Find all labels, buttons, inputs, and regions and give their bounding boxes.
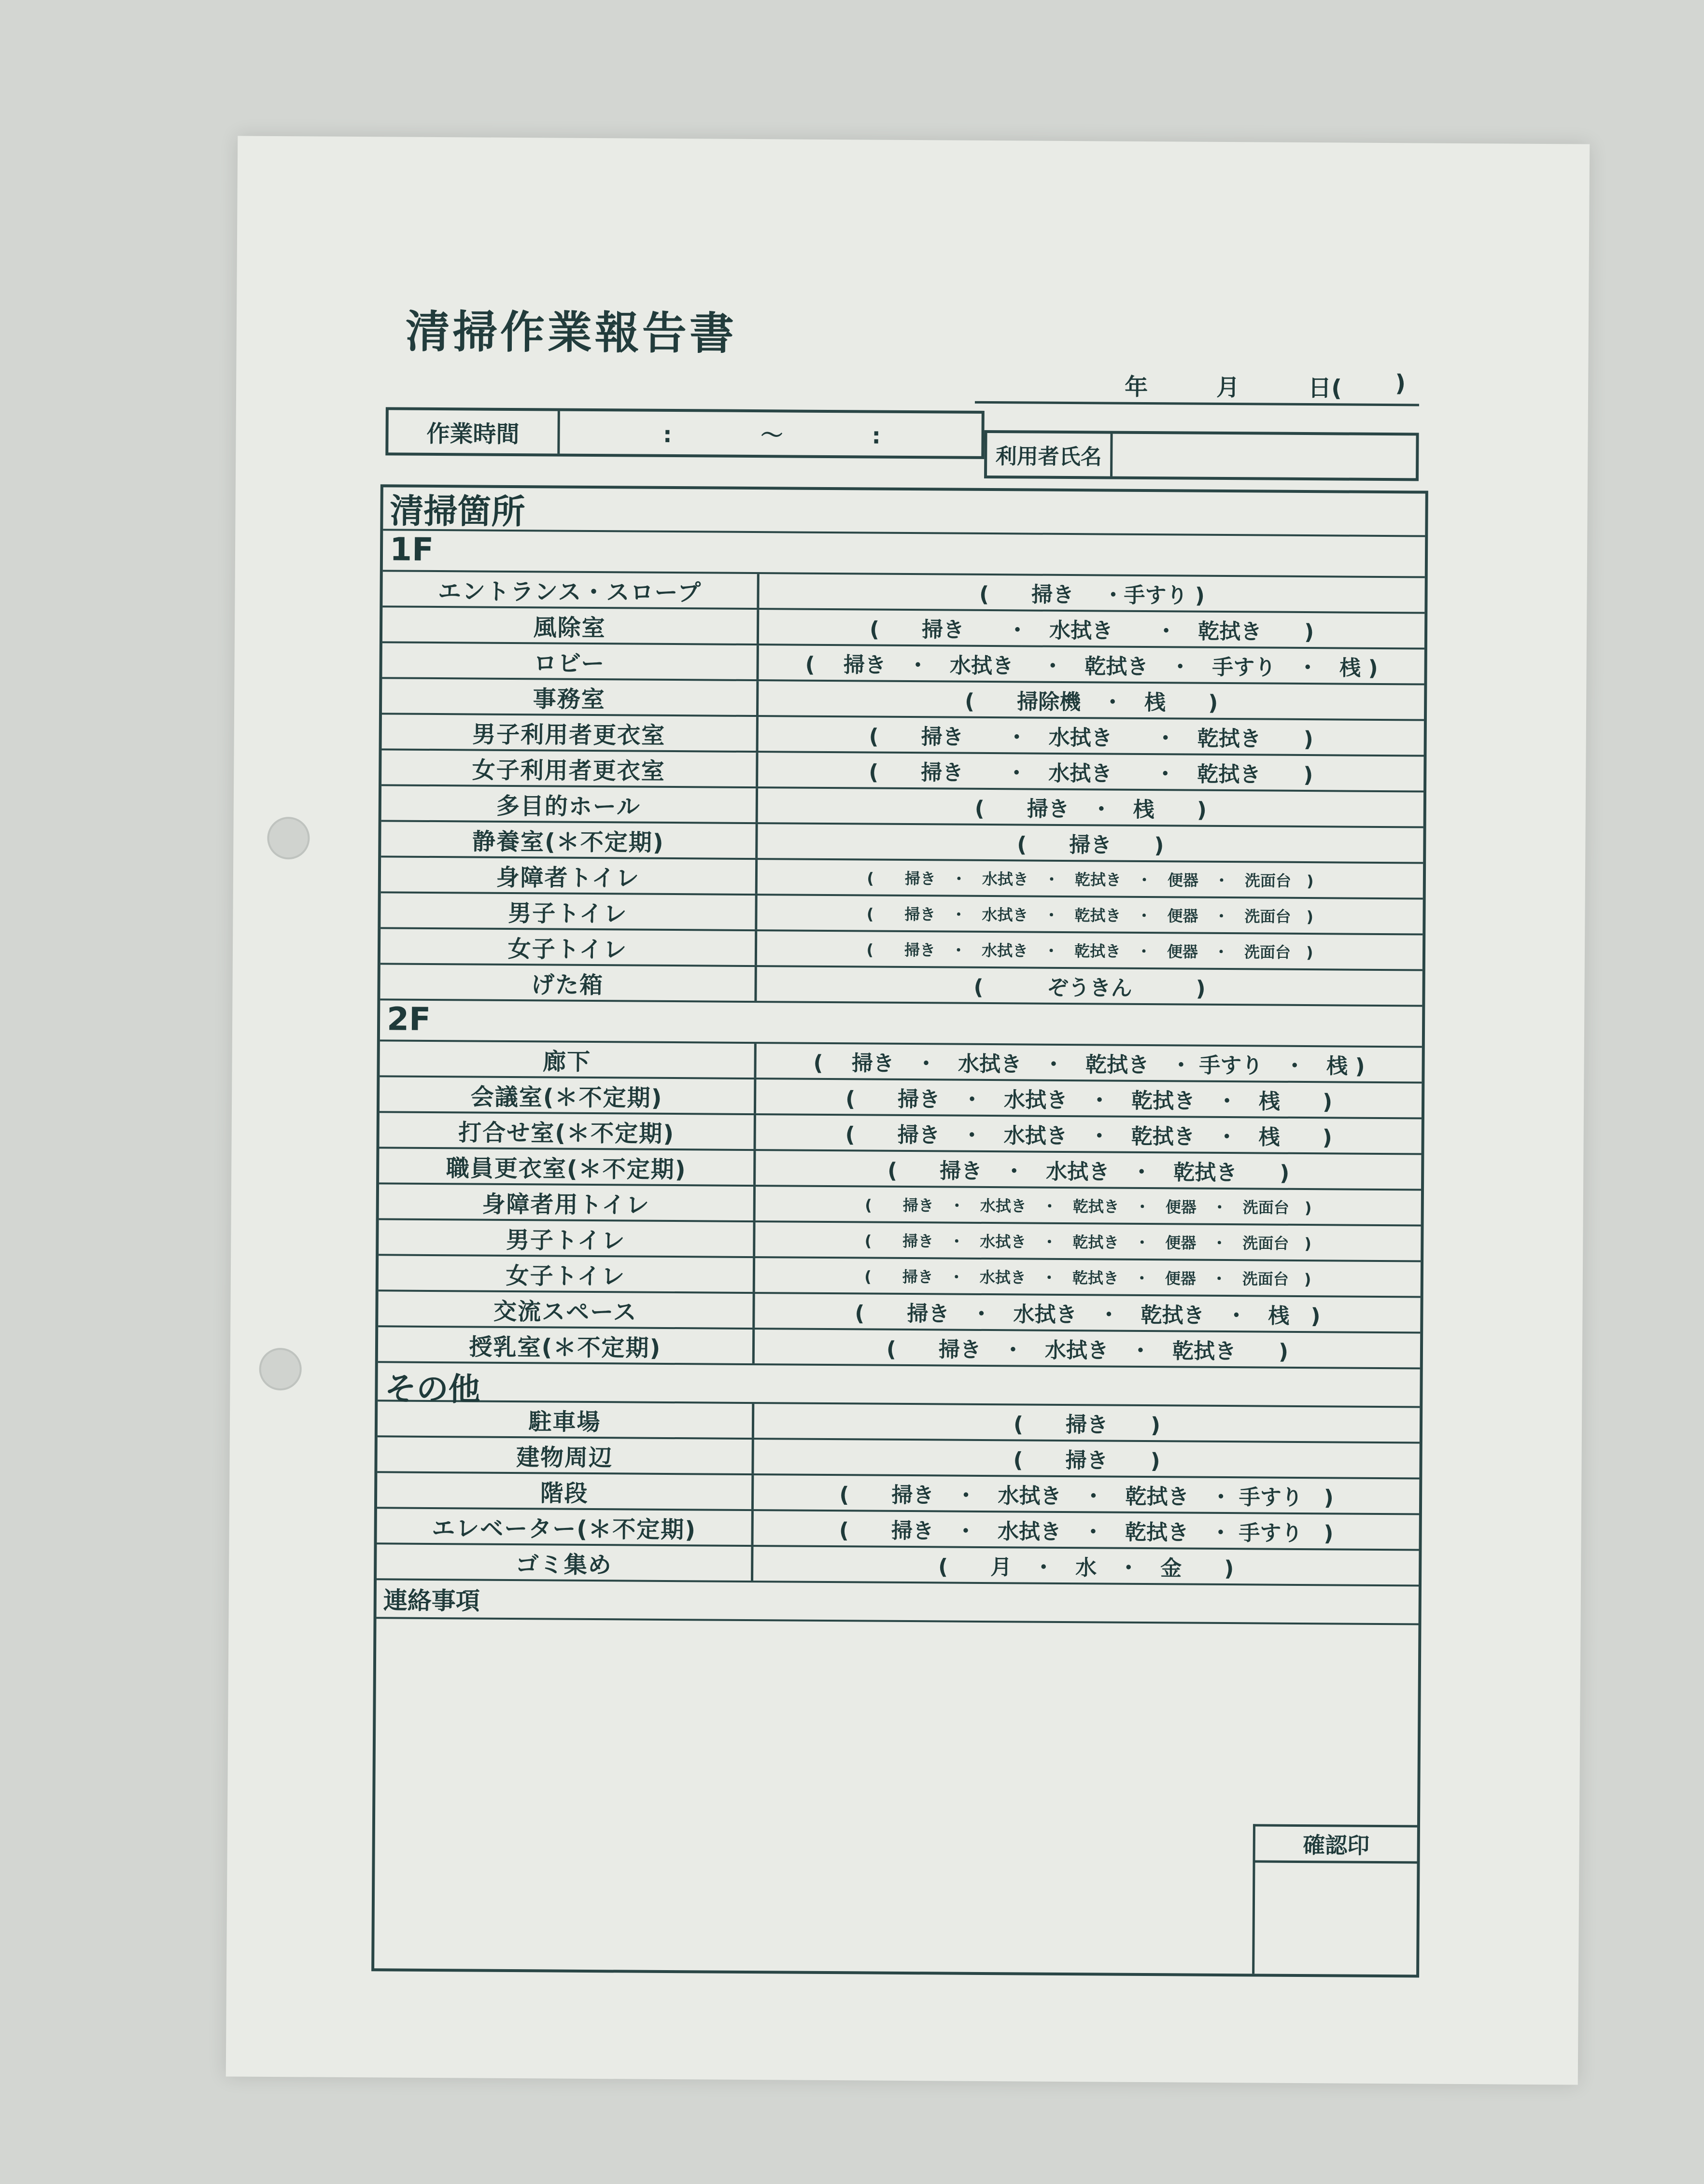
table-row [381,786,1423,828]
area-name: 女子トイレ [379,1256,755,1292]
area-name: 男子トイレ [380,893,757,929]
table-row [379,1113,1421,1155]
area-name: 風除室 [382,607,759,644]
table-row [381,822,1423,864]
table-row [379,1220,1421,1262]
task-options[interactable]: ( 掃き ・ 水拭き ・ 乾拭き ・ 便器 ・ 洗面台 ) [864,1232,1312,1253]
date-month: 月 [1216,374,1240,402]
area-name: ゴミ集め [377,1544,753,1581]
task-options[interactable]: ( 掃除機 ・ 桟 ) [964,689,1218,715]
table-row [378,1401,1420,1443]
task-options[interactable]: ( 掃き ・ 水拭き ・ 乾拭き ・ 手すり ) [839,1483,1334,1511]
area-name: 身障者トイレ [381,857,758,894]
date-year: 年 [1124,373,1148,401]
table-row [377,1473,1419,1515]
area-name: ロビー [382,643,759,679]
area-name: 多目的ホール [381,786,758,822]
user-name-label: 利用者氏名 [987,433,1113,476]
task-options[interactable]: ( 掃き ) [1013,1412,1161,1438]
task-options[interactable]: ( 掃き ・ 水拭き ・ 乾拭き ) [869,617,1314,645]
table-row [382,572,1424,614]
task-options[interactable]: ( 掃き ) [1017,832,1164,858]
task-options[interactable]: ( 掃き ・ 水拭き ・ 乾拭き ・ 桟 ) [845,1122,1332,1150]
table-row [378,1291,1420,1333]
date-close: ) [1395,370,1406,397]
task-options[interactable]: ( ぞうきん ) [973,975,1206,1001]
area-name: 女子利用者更衣室 [381,750,758,786]
area-name: 女子トイレ [380,929,757,965]
area-name: エレベーター(＊不定期) [377,1509,754,1545]
table-row [380,893,1422,935]
confirm-stamp-box[interactable] [1252,1824,1417,1974]
date-day: 日( [1308,375,1342,402]
area-name: 静養室(＊不定期) [381,822,758,858]
area-name: エントランス・スロープ [382,572,759,608]
work-time-label: 作業時間 [388,410,560,453]
table-row [378,1327,1420,1369]
task-options[interactable]: ( 掃き ・ 水拭き ・ 乾拭き ・ 便器 ・ 洗面台 ) [866,905,1314,926]
area-name: 職員更衣室(＊不定期) [379,1148,756,1185]
task-options[interactable]: ( 掃き ・ 水拭き ・ 乾拭き ・ 便器 ・ 洗面台 ) [864,1267,1311,1289]
notes-heading: 連絡事項 [377,1580,1419,1625]
punch-hole-bottom [259,1348,302,1391]
floor-heading: その他 [378,1363,1420,1408]
table-row [382,714,1424,756]
area-name: 会議室(＊不定期) [380,1077,756,1113]
area-name: げた箱 [380,965,757,1001]
area-name: 階段 [377,1473,754,1509]
task-options[interactable]: ( 掃き ) [1013,1448,1160,1474]
floor-heading: 1F [383,531,1425,578]
task-options[interactable]: ( 掃き ・ 水拭き ・ 乾拭き ・ 便器 ・ 洗面台 ) [867,869,1314,891]
report-sheet [226,136,1590,2085]
cleaning-table [371,484,1428,1977]
task-options[interactable]: ( 掃き ・ 水拭き ・ 乾拭き ・ 手すり ) [839,1518,1334,1546]
floor-heading: 2F [380,1000,1422,1048]
table-row [377,1544,1419,1586]
task-options[interactable]: ( 掃き ・ 水拭き ・ 乾拭き ・ 手すり ・ 桟 ) [813,1050,1365,1079]
confirm-stamp-label: 確認印 [1255,1826,1417,1863]
area-name: 授乳室(＊不定期) [378,1327,755,1363]
area-name: 建物周辺 [377,1437,754,1473]
table-row [380,929,1422,971]
table-row [379,1256,1421,1298]
task-options[interactable]: ( 掃き ・ 水拭き ・ 乾拭き ) [886,1337,1289,1364]
date-field[interactable] [975,358,1420,406]
area-name: 事務室 [382,679,759,715]
task-options[interactable]: ( 掃き ・ 水拭き ・ 乾拭き ) [887,1158,1290,1186]
area-name: 打合せ室(＊不定期) [380,1113,756,1149]
task-options[interactable]: ( 月 ・ 水 ・ 金 ) [938,1554,1234,1582]
user-name-field[interactable] [1113,434,1416,478]
task-options[interactable]: ( 掃き ・ 水拭き ・ 乾拭き ・ 手すり ・ 桟 ) [805,652,1378,681]
task-options[interactable]: ( 掃き ・ 水拭き ・ 乾拭き ) [869,760,1313,788]
table-row [382,607,1424,649]
table-row [377,1437,1419,1479]
page-title: 清掃作業報告書 [405,306,737,360]
area-name: 交流スペース [378,1291,755,1328]
task-options[interactable]: ( 掃き ・ 水拭き ・ 乾拭き ) [869,724,1313,752]
task-options[interactable]: ( 掃き ・ 桟 ) [974,796,1207,823]
table-row [381,750,1423,792]
table-row [380,1077,1422,1119]
table-row [380,1041,1422,1083]
table-row [382,643,1424,685]
task-options[interactable]: ( 掃き ・ 水拭き ・ 乾拭き ・ 便器 ・ 洗面台 ) [866,940,1313,962]
area-name: 男子利用者更衣室 [382,714,759,751]
area-name: 男子トイレ [379,1220,755,1256]
table-row [382,679,1424,721]
task-options[interactable]: ( 掃き ・ 水拭き ・ 乾拭き ・ 桟 ) [845,1087,1333,1115]
punch-hole-top [267,817,310,860]
task-options[interactable]: ( 掃き ・ 水拭き ・ 乾拭き ・ 桟 ) [855,1301,1321,1329]
table-row [377,1509,1419,1551]
work-time-box [385,407,985,459]
table-row [380,965,1422,1007]
table-row [381,857,1423,899]
area-name: 駐車場 [378,1401,754,1438]
table-row [379,1148,1421,1190]
task-options[interactable]: ( 掃き ・ 水拭き ・ 乾拭き ・ 便器 ・ 洗面台 ) [865,1196,1312,1218]
work-time-value[interactable]: : ～ : [662,421,881,449]
task-options[interactable]: ( 掃き ・手すり ) [979,582,1205,608]
cleaning-heading: 清掃箇所 [383,487,1425,537]
area-name: 身障者用トイレ [379,1184,756,1220]
area-name: 廊下 [380,1041,756,1078]
user-name-box [984,430,1419,481]
table-row [379,1184,1421,1226]
